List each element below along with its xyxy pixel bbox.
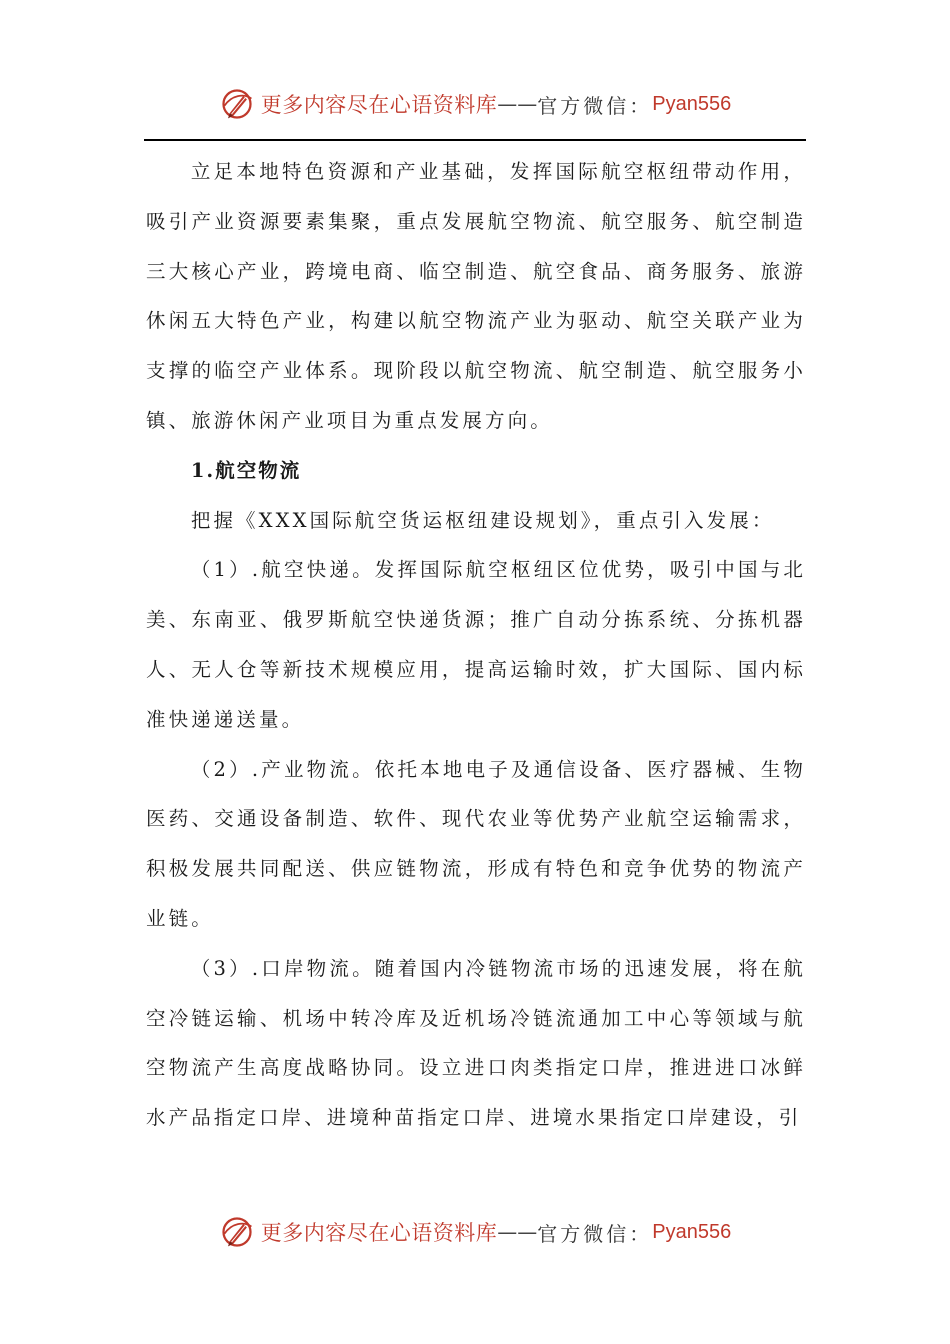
wechat-id: Pyan556 <box>652 1220 732 1243</box>
air-express-paragraph: （1）.航空快递。发挥国际航空枢纽区位优势，吸引中国与北美、东南亚、俄罗斯航空快递货源；推广自动分拣系统、分拣机器人、无人仓等新技术规模应用，提高运输时效，扩大国际、国内标准快递递送量。 <box>146 558 806 731</box>
footer-banner <box>0 1210 950 1254</box>
wechat-id: Pyan556 <box>652 92 732 115</box>
intro-paragraph: 立足本地特色资源和产业基础，发挥国际航空枢纽带动作用，吸引产业资源要素集聚，重点发展航空物流、航空服务、航空制造三大核心产业，跨境电商、临空制造、航空食品、商务服务、旅游休闲五大特色产业，构建以航空物流产业为驱动、航空关联产业为支撑的临空产业体系。现阶段以航空物流、航空制造、航空服务小镇、旅游休闲产业项目为重点发展方向。 <box>146 160 806 432</box>
pen-nib-logo-icon <box>219 1214 255 1250</box>
pen-nib-logo-icon <box>219 86 255 122</box>
header-banner <box>0 82 950 126</box>
plan-paragraph: 把握《XXX国际航空货运枢纽建设规划》，重点引入发展： <box>190 508 775 532</box>
promo-text: 更多内容尽在心语资料库 <box>260 1221 498 1245</box>
section-heading-aviation-logistics: 1.航空物流 <box>190 458 302 482</box>
industry-logistics-paragraph: （2）.产业物流。依托本地电子及通信设备、医疗器械、生物医药、交通设备制造、软件、现代农业等优势产业航空运输需求，积极发展共同配送、供应链物流，形成有特色和竞争优势的物流产业链。 <box>146 757 806 930</box>
promo-text: 更多内容尽在心语资料库 <box>260 93 498 117</box>
port-logistics-paragraph: （3）.口岸物流。随着国内冷链物流市场的迅速发展，将在航空冷链运输、机场中转冷库及近机场冷链流通加工中心等领域与航空物流产生高度战略协同。设立进口肉类指定口岸，推进进口冰鲜水产品指定口岸、进境种苗指定口岸、进境水果指定口岸建设，引 <box>146 956 806 1130</box>
promo-dash: —— <box>497 92 538 116</box>
official-wechat-label: 官方微信： <box>537 1221 653 1246</box>
document-body <box>146 147 806 1143</box>
header-divider <box>144 139 806 141</box>
official-wechat-label: 官方微信： <box>537 93 653 118</box>
promo-dash: —— <box>497 1220 538 1244</box>
